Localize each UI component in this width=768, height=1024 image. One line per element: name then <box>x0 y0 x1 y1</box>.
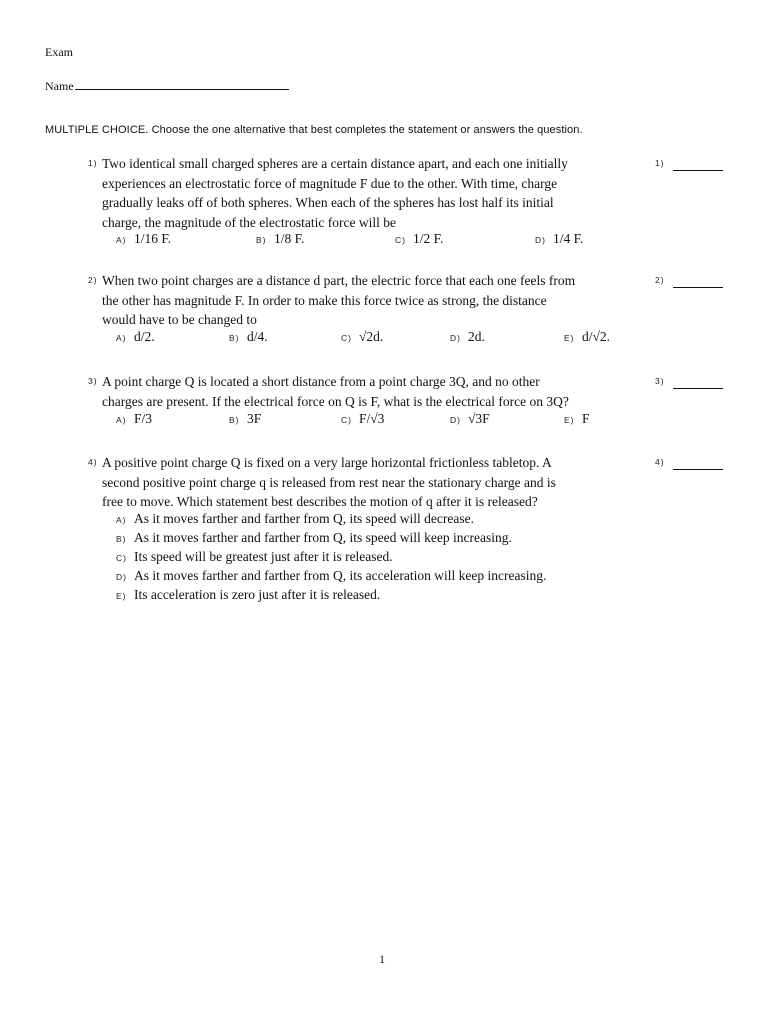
question-text <box>102 453 632 512</box>
question-line: A positive point charge Q is fixed on a very large horizontal frictionless tabletop. A <box>102 455 552 470</box>
question-line: gradually leaks off of both spheres. When each of the spheres has lost half its initial <box>102 195 554 210</box>
question-number: 3) <box>88 376 98 386</box>
option-b[interactable]: B) 3F <box>229 411 262 426</box>
option-d[interactable]: D) As it moves farther and farther from Q, its acceleration will keep increasing. <box>116 568 547 583</box>
answer-number-4: 4) <box>655 457 665 467</box>
option-c[interactable]: C) 1/2 F. <box>395 231 444 246</box>
answer-blank-2[interactable] <box>673 287 723 288</box>
name-field <box>45 77 289 94</box>
option-a[interactable]: A) 1/16 F. <box>116 231 172 246</box>
answer-blank-3[interactable] <box>673 388 723 389</box>
question-line: charge, the magnitude of the electrostatic force will be <box>102 214 397 230</box>
answer-blank-4[interactable] <box>673 469 723 470</box>
option-d[interactable]: D) √3F <box>450 411 490 426</box>
question-line: Two identical small charged spheres are a certain distance apart, and each one initially <box>102 156 568 171</box>
option-b[interactable]: B) d/4. <box>229 329 268 344</box>
question-line: A point charge Q is located a short distance from a point charge 3Q, and no other <box>102 374 540 389</box>
question-line: would have to be changed to <box>102 312 257 327</box>
option-e[interactable]: E) d/√2. <box>564 329 611 344</box>
answer-number-2: 2) <box>655 275 665 285</box>
page-number: 1 <box>379 952 385 966</box>
option-a[interactable]: A) F/3 <box>116 411 153 426</box>
question-line: second positive point charge q is released from rest near the stationary charge and is <box>102 474 556 490</box>
option-e[interactable]: E) Its acceleration is zero just after it is released. <box>116 587 381 602</box>
option-b[interactable]: B) 1/8 F. <box>256 231 305 246</box>
question-text <box>102 154 632 232</box>
question-line: charges are present. If the electrical force on Q is F, what is the electrical force on 3Q? <box>102 393 569 409</box>
answer-blank-1[interactable] <box>673 170 723 171</box>
question-line: free to move. Which statement best describes the motion of q after it is released? <box>102 494 538 509</box>
question-number: 2) <box>88 275 98 285</box>
option-b[interactable]: B) As it moves farther and farther from Q, its speed will keep increasing. <box>116 530 512 545</box>
answer-number-1: 1) <box>655 158 665 168</box>
option-c[interactable]: C) √2d. <box>341 329 384 344</box>
option-d[interactable]: D) 2d. <box>450 329 485 344</box>
answer-number-3: 3) <box>655 376 665 386</box>
question-number: 1) <box>88 158 98 168</box>
option-c[interactable]: C) F/√3 <box>341 411 385 426</box>
option-d[interactable]: D) 1/4 F. <box>535 231 584 246</box>
exam-label: Exam <box>45 45 73 59</box>
question-number: 4) <box>88 457 98 467</box>
option-a[interactable]: A) d/2. <box>116 329 155 344</box>
question-line: experiences an electrostatic force of magnitude F due to the other. With time, charge <box>102 175 558 191</box>
question-line: the other has magnitude F. In order to make this force twice as strong, the distance <box>102 292 547 308</box>
option-a[interactable]: A) As it moves farther and farther from Q, its speed will decrease. <box>116 511 475 526</box>
question-text <box>102 372 632 411</box>
option-c[interactable]: C) Its speed will be greatest just after it is released. <box>116 549 393 564</box>
option-e[interactable]: E) F <box>564 411 590 426</box>
name-label: Name <box>45 79 74 93</box>
question-text <box>102 271 632 330</box>
question-line: When two point charges are a distance d part, the electric force that each one feels from <box>102 273 576 288</box>
instructions: MULTIPLE CHOICE. Choose the one alternative that best completes the statement or answers the question. <box>45 124 583 136</box>
name-blank-line[interactable] <box>75 77 289 90</box>
